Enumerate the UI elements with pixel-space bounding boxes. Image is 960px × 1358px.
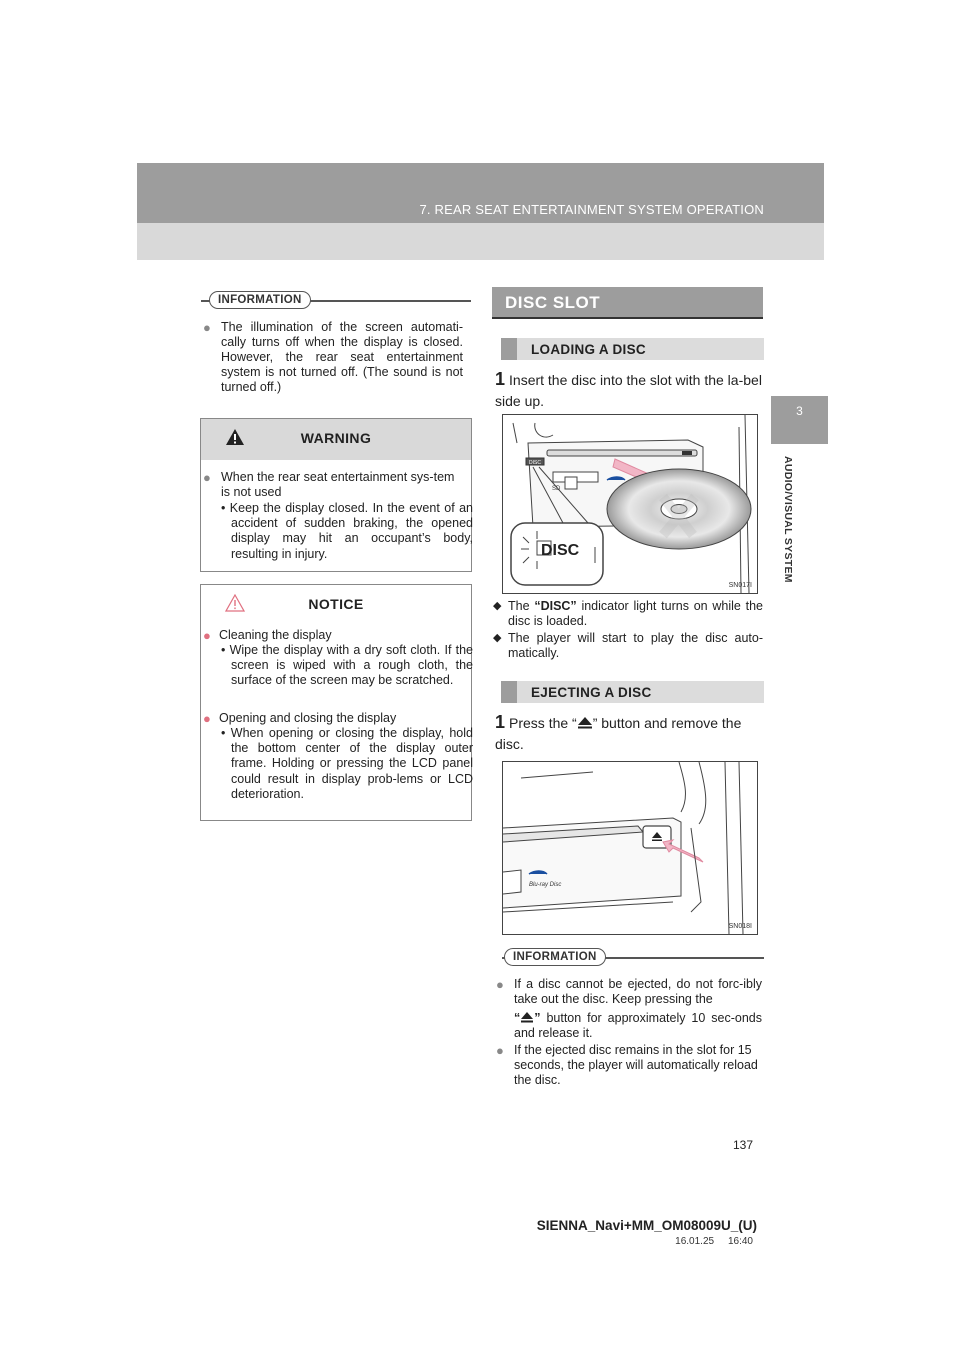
info-right-text-1: If a disc cannot be ejected, do not forc-ibly take out the disc. Keep pressing the: [514, 977, 762, 1006]
ejecting-heading-text: EJECTING A DISC: [531, 685, 652, 700]
notice-item-1-text: Cleaning the display: [219, 628, 332, 642]
disc-slot-rule: [492, 317, 763, 319]
loading-step: [495, 369, 767, 412]
info-text: The illumination of the screen automati-cally turns off when the display is closed. However, the rear seat entertainment system is not turned off. (The sound is not turned off.): [221, 320, 463, 394]
side-tab-number: 3: [796, 404, 803, 418]
notice-item-2-text: Opening and closing the display: [219, 711, 397, 725]
document-date: 16.01.25 16:40: [675, 1236, 753, 1247]
bullet-dot-icon: ●: [203, 320, 211, 335]
notice-header: [201, 585, 471, 626]
loading-bullet-1: [493, 599, 763, 629]
quote-mark: “: [514, 1011, 521, 1025]
svg-text:Blu-ray Disc: Blu-ray Disc: [529, 882, 562, 888]
info-right-text-2: If the ejected disc remains in the slot for 15 seconds, the player will automatically reload the disc.: [514, 1043, 758, 1087]
ejecting-step-text-2: ” button and remove the disc.: [495, 715, 742, 752]
notice-item-2-sub: • When opening or closing the display, hold the bottom center of the display outer frame. Holding or pressing the LCD panel could result in display prob-lems or LCD deterioration.: [221, 726, 473, 801]
info-bullet: [203, 320, 463, 400]
eject-icon: [520, 1011, 534, 1023]
notice-title: NOTICE: [308, 596, 364, 612]
info-block-left: [201, 291, 471, 313]
side-tab-label: [778, 456, 794, 616]
bullet-text: The: [508, 599, 535, 613]
warning-bullet-text: When the rear seat entertainment sys-tem is not used: [221, 470, 455, 500]
info-label: INFORMATION: [209, 291, 311, 309]
svg-text:DISC: DISC: [529, 460, 541, 466]
step-number: 1: [495, 712, 506, 732]
info-block-right: [502, 948, 764, 970]
ejecting-step-text: Press the “: [509, 715, 577, 731]
ejecting-disc-figure: [502, 761, 758, 935]
info-label: INFORMATION: [504, 948, 606, 966]
warning-box: [200, 418, 472, 572]
heading-bar: [501, 681, 517, 703]
loading-disc-figure: [502, 414, 758, 594]
info-right-text-1b: button for approximately 10 sec-onds and release it.: [514, 1011, 762, 1040]
disc-indicator-label: “DISC”: [534, 599, 577, 613]
notice-item-1-sub: • Wipe the display with a dry soft cloth. If the screen is wiped with a rough cloth, the surface of the screen may be scratched.: [221, 643, 473, 688]
bullet-dot-icon: ●: [203, 470, 211, 485]
step-number: 1: [495, 369, 506, 389]
bullet-diamond-icon: ◆: [493, 632, 502, 644]
svg-text:DISC: DISC: [541, 542, 580, 559]
loading-step-text: Insert the disc into the slot with the la-bel side up.: [495, 372, 762, 409]
bullet-dot-icon: ●: [203, 628, 211, 643]
loading-bullet-2: [493, 631, 763, 661]
figure-code: SN017I: [728, 582, 752, 589]
loading-heading-text: LOADING A DISC: [531, 342, 646, 357]
bullet-dot-icon: ●: [203, 711, 211, 726]
bullet-text: indicator light turns on while the disc is loaded.: [508, 599, 763, 628]
heading-bar: [501, 338, 517, 360]
loading-heading: [501, 338, 764, 360]
disc-slot-title: DISC SLOT: [505, 293, 601, 312]
section-header-title: 7. REAR SEAT ENTERTAINMENT SYSTEM OPERATION: [419, 202, 764, 217]
disc-loading-illustration: [503, 415, 757, 593]
ejecting-step: [495, 712, 767, 755]
bullet-diamond-icon: ◆: [493, 600, 502, 612]
disc-eject-illustration: [503, 762, 757, 934]
quote-mark: ”: [534, 1011, 541, 1025]
info-right-bullet-1: [496, 977, 762, 1039]
bullet-dot-icon: ●: [496, 1043, 504, 1058]
figure-code: SN018I: [728, 923, 752, 930]
svg-text:SD: SD: [552, 486, 561, 492]
ejecting-heading: [501, 681, 764, 703]
warning-sub-text: • Keep the display closed. In the event of an accident of sudden braking, the opened display may hit an occupant’s body, resulting in injury.: [221, 501, 473, 561]
warning-title: WARNING: [300, 430, 372, 446]
warning-header: [201, 419, 471, 460]
info-right-bullet-2: [496, 1043, 762, 1091]
bullet-text: The player will start to play the disc auto-matically.: [508, 631, 763, 660]
notice-box: [200, 584, 472, 821]
eject-icon: [577, 716, 593, 729]
document-id: SIENNA_Navi+MM_OM08009U_(U): [536, 1218, 757, 1233]
page-number: 137: [732, 1138, 753, 1152]
bullet-dot-icon: ●: [496, 977, 504, 992]
side-tab-label-text: AUDIO/VISUAL SYSTEM: [782, 456, 794, 583]
